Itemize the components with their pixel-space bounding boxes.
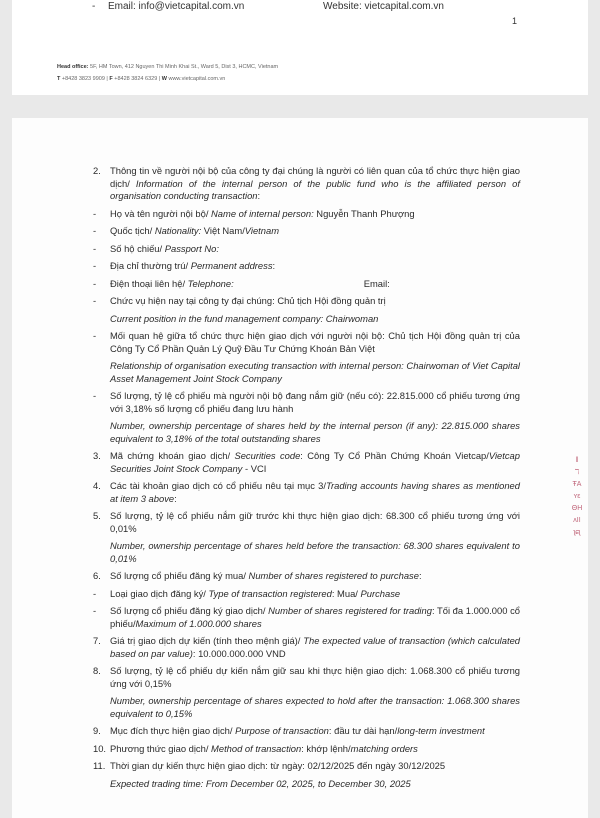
page-number: 1 xyxy=(512,16,518,26)
text-segment: : khớp lệnh/ xyxy=(301,742,351,754)
list-marker: - xyxy=(93,605,97,616)
text-segment: Type of transaction registered xyxy=(208,587,332,599)
text-segment: Mã chứng khoán giao dịch/ xyxy=(110,450,235,461)
text-segment: Email: xyxy=(363,277,390,289)
document-paragraph xyxy=(93,510,520,535)
list-marker: 8. xyxy=(93,665,101,676)
text-segment: : Tối đa 1.000.000 cổ phiếu/ xyxy=(110,605,520,629)
text-segment: : xyxy=(174,492,177,504)
text-segment: Number of shares registered for trading xyxy=(268,605,432,616)
text-segment: The expected value of transaction (which calculated based on par value) xyxy=(110,635,520,659)
document-paragraph xyxy=(110,540,520,565)
document-paragraph xyxy=(93,570,520,583)
document-paragraph xyxy=(110,313,520,326)
text-segment: Việt Nam/ xyxy=(201,225,245,236)
text-segment: Number, ownership percentage of shares held before the transaction: 68.300 shares equivalent to 0,01% xyxy=(110,540,520,564)
text-segment: Giá trị giao dịch dự kiến (tính theo mệnh giá)/ xyxy=(110,635,304,646)
text-segment: Trading accounts having shares as mentioned at item 3 above xyxy=(110,480,520,504)
list-marker: - xyxy=(93,587,97,599)
document-paragraph xyxy=(93,665,520,690)
document-paragraph xyxy=(93,165,520,203)
text-segment: Securities code xyxy=(234,450,301,461)
document-paragraph xyxy=(93,725,520,738)
document-paragraph xyxy=(93,450,520,475)
list-marker: - xyxy=(93,295,97,306)
text-segment: Mối quan hệ giữa tổ chức thực hiện giao dịch với người nội bộ: Chủ tịch Hội đồng quản trị của Công Ty Cổ Phần Quản Lý Quỹ Đầu Tư Chứng Khoán Bản Việt xyxy=(110,330,520,354)
text-segment: Các tài khoản giao dịch có cổ phiếu nêu tại mục 3/ xyxy=(110,480,326,491)
text-segment: Nguyễn Thanh Phượng xyxy=(313,207,415,219)
text-segment: Mục đích thực hiện giao dịch/ xyxy=(110,725,236,736)
text-segment: : Công Ty Cổ Phần Chứng Khoán Vietcap/ xyxy=(300,450,489,461)
document-paragraph xyxy=(93,390,520,415)
document-paragraph xyxy=(110,420,520,445)
text-segment: Passport No: xyxy=(164,242,219,254)
document-paragraph xyxy=(110,695,520,720)
document-paragraph xyxy=(93,207,520,221)
text-segment: : đầu tư dài hạn/ xyxy=(328,725,398,736)
document-paragraph xyxy=(93,605,520,630)
company-email: Email: info@vietcapital.com.vn xyxy=(108,1,245,12)
text-segment: Vietnam xyxy=(244,225,280,236)
list-marker: - xyxy=(93,277,97,289)
document-paragraph xyxy=(110,360,520,385)
text-segment: Quốc tịch/ xyxy=(110,225,155,236)
document-paragraph xyxy=(93,260,520,273)
list-marker: 2. xyxy=(93,165,101,176)
text-segment: : xyxy=(257,190,261,201)
text-segment: - VCI xyxy=(242,462,267,474)
list-marker: 6. xyxy=(93,570,101,581)
text-segment: long-term investment xyxy=(397,725,485,736)
list-marker: - xyxy=(93,207,97,219)
text-segment: : Mua/ xyxy=(331,587,361,599)
list-marker: 4. xyxy=(93,480,101,491)
list-marker: 9. xyxy=(93,725,101,736)
text-segment: Number, ownership percentage of shares held by the internal person (if any): 22.815.000 shares equivalent to 3,18% of the total outstanding shares xyxy=(110,420,520,444)
text-segment: Số lượng, tỷ lệ cổ phiếu nắm giữ trước khi thực hiện giao dịch: 68.300 cổ phiếu tương ứng với 0,01% xyxy=(110,510,520,534)
text-segment: Chức vụ hiện nay tại công ty đại chúng: Chủ tịch Hội đồng quản trị xyxy=(110,295,386,306)
company-website: Website: vietcapital.com.vn xyxy=(323,1,444,12)
contact-dash: - xyxy=(92,1,96,12)
text-segment: : xyxy=(418,570,422,581)
list-marker: 7. xyxy=(93,635,101,646)
text-segment: Permanent address xyxy=(190,260,273,271)
text-segment: Number of shares registered to purchase xyxy=(248,570,419,581)
list-marker: - xyxy=(93,330,97,341)
document-paragraph xyxy=(93,330,520,355)
document-paragraph xyxy=(93,635,520,660)
text-segment: Maximum of 1.000.000 shares xyxy=(135,617,262,629)
text-segment: Nationality: xyxy=(154,225,202,236)
document-paragraph xyxy=(93,295,520,308)
document-body xyxy=(93,165,520,795)
text-segment: Số lượng, tỷ lệ cổ phiếu mà người nội bộ đang nắm giữ (nếu có): 22.815.000 cổ phiếu tương ứng với 3,18% số lượng cổ phiếu đang lưu hành xyxy=(110,390,520,414)
contact-footer: T +8428 3823 9909 | F +8428 3824 6329 | W www.vietcapital.com.vn xyxy=(57,76,226,82)
list-marker: - xyxy=(93,390,97,401)
document-paragraph xyxy=(93,277,520,291)
text-segment: Địa chỉ thường trú/ xyxy=(110,260,191,271)
list-marker: 10. xyxy=(93,742,107,754)
list-marker: 5. xyxy=(93,510,101,521)
text-segment: : 10.000.000.000 VND xyxy=(192,647,286,659)
text-segment: Current position in the fund management company: Chairwoman xyxy=(110,312,379,324)
text-segment: Phương thức giao dịch/ xyxy=(110,742,212,754)
text-segment: Thời gian dự kiến thực hiện giao dịch: từ ngày: 02/12/2025 đến ngày 30/12/2025 xyxy=(110,760,446,771)
text-segment: Loại giao dịch đăng ký/ xyxy=(110,587,209,599)
text-segment: Thông tin về người nội bộ của công ty đại chúng là người có liên quan của tổ chức thực hiện giao dịch/ xyxy=(110,165,520,189)
list-marker: 11. xyxy=(93,760,106,771)
document-paragraph xyxy=(93,760,520,773)
text-segment: Relationship of organisation executing transaction with internal person: Chairwoman of Viet Capital Asset Management Joint Stock Company xyxy=(110,360,520,384)
document-paragraph xyxy=(110,778,520,791)
text-segment: Purchase xyxy=(360,587,401,599)
text-segment: Expected trading time: From December 02, 2025, to December 30, 2025 xyxy=(110,777,411,789)
text-segment: Number, ownership percentage of shares expected to hold after the transaction: 1.068.300 shares equivalent to 0,15% xyxy=(110,695,520,719)
text-segment: Điện thoại liên hệ/ xyxy=(110,277,188,289)
text-segment: Name of internal person: xyxy=(211,207,314,219)
text-segment: Số lượng cổ phiếu đăng ký giao dịch/ xyxy=(110,605,269,616)
document-paragraph xyxy=(93,742,520,756)
text-segment: Information of the internal person of the public fund who is the affiliated person of organisation conducting transaction xyxy=(110,177,520,201)
text-segment: matching orders xyxy=(350,742,418,754)
text-segment: Purpose of transaction xyxy=(235,725,329,736)
list-marker: - xyxy=(93,242,97,254)
list-marker: 3. xyxy=(93,450,101,461)
text-segment: Vietcap Securities Joint Stock Company xyxy=(110,450,520,474)
document-paragraph xyxy=(93,242,520,256)
text-segment: Số lượng, tỷ lệ cổ phiếu dự kiến nắm giữ sau khi thực hiện giao dịch: 1.068.300 cổ phiếu tương ứng với 0,15% xyxy=(110,665,520,689)
list-marker: - xyxy=(93,225,97,236)
document-paragraph xyxy=(93,587,520,601)
text-segment: Method of transaction xyxy=(211,742,302,754)
previous-page xyxy=(12,0,588,95)
list-marker: - xyxy=(93,260,97,271)
document-paragraph xyxy=(93,480,520,505)
text-segment: Telephone: xyxy=(187,277,234,289)
document-paragraph xyxy=(93,225,520,238)
head-office-address: Head office: 5F, HM Town, 412 Nguyen Thi Minh Khai St., Ward 5, Dist 3, HCMC, Vietnam xyxy=(57,64,279,70)
text-segment: Số lượng cổ phiếu đăng ký mua/ xyxy=(110,570,249,581)
text-segment: Số hộ chiếu/ xyxy=(110,242,165,254)
text-segment: : xyxy=(272,260,276,271)
text-segment: Họ và tên người nội bộ/ xyxy=(110,207,212,219)
red-stamp-mark: ‖ ℸ ŦΑ ʏε ΘΗ ᴧII ʅɕʅ xyxy=(571,457,583,536)
